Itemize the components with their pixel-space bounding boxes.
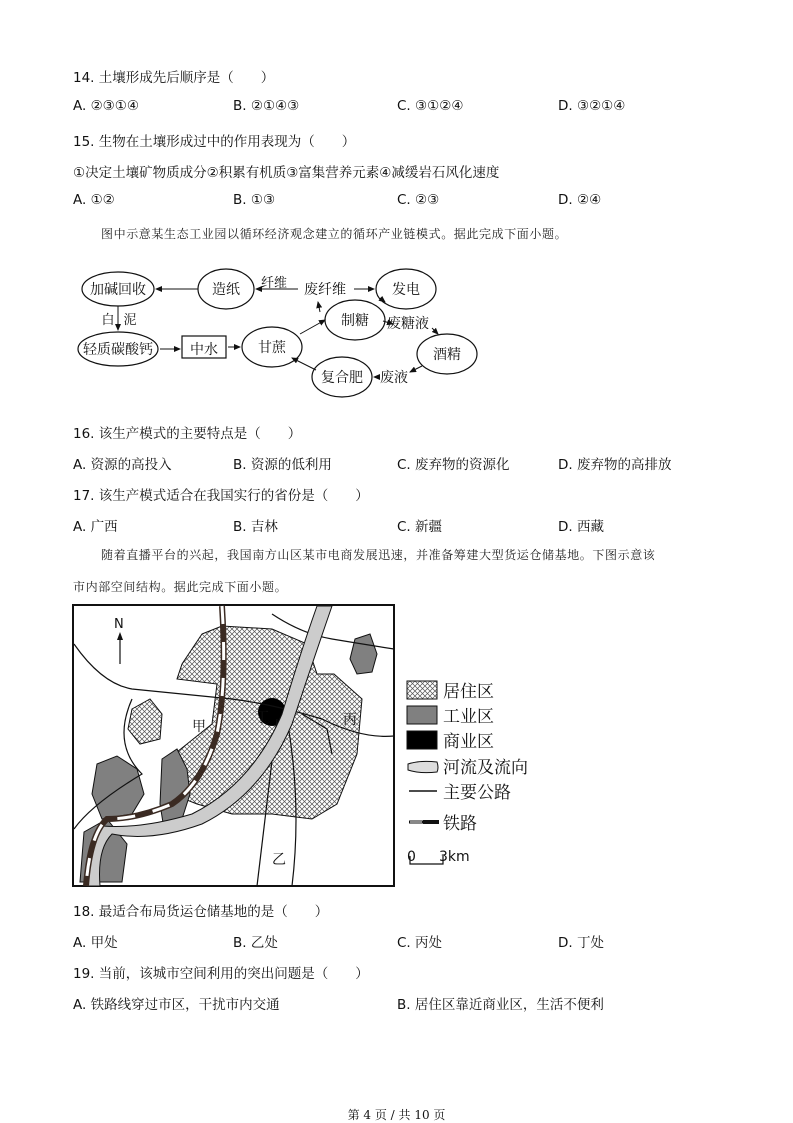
intro-paragraph-2-line1: 随着直播平台的兴起，我国南方山区某市电商发展迅速，并准备筹建大型货运仓储基地。下图示意该 [101, 548, 656, 562]
node-qingzhi: 轻质碳酸钙 [83, 342, 153, 358]
q15-option-b: B. ①③ [233, 192, 276, 208]
q19-option-a: A. 铁路线穿过市区，干扰市内交通 [73, 997, 280, 1013]
node-zhitang: 制糖 [341, 313, 369, 329]
q16-option-a: A. 资源的高投入 [73, 457, 172, 473]
north-label: N [114, 617, 124, 632]
node-jiujing: 酒精 [433, 347, 461, 363]
q17-option-d: D. 西藏 [558, 519, 604, 535]
q17-option-a: A. 广西 [73, 519, 118, 535]
label-xianwei: 纤维 [260, 276, 288, 291]
q14-option-c: C. ③①②④ [397, 98, 464, 114]
label-bai: 白 [101, 313, 115, 328]
label-ni: 泥 [123, 313, 137, 328]
q16-option-b: B. 资源的低利用 [233, 457, 332, 473]
node-fadian: 发电 [392, 282, 420, 298]
node-feiye: 废液 [380, 370, 408, 386]
legend-commercial: 商业区 [443, 732, 494, 752]
map-legend [405, 676, 565, 876]
question-18-stem: 18. 最适合布局货运仓储基地的是（ ） [73, 904, 329, 920]
node-zaozhi: 造纸 [212, 282, 240, 298]
q15-statements: ①决定土壤矿物质成分②积累有机质③富集营养元素④减缓岩石风化速度 [73, 165, 500, 181]
node-fuhefei: 复合肥 [321, 370, 363, 386]
place-ding: 丁 [255, 710, 269, 726]
node-feixianwei: 废纤维 [304, 282, 346, 298]
place-bing: 丙 [343, 712, 357, 728]
q18-option-b: B. 乙处 [233, 935, 278, 951]
legend-residential: 居住区 [443, 682, 494, 702]
city-structure-map [72, 604, 396, 888]
question-14-stem: 14. 土壤形成先后顺序是（ ） [73, 70, 275, 86]
page-footer: 第 4 页 / 共 10 页 [347, 1108, 446, 1122]
node-zhongshui: 中水 [190, 342, 218, 358]
node-feitangye: 废糖液 [387, 316, 429, 332]
q16-option-d: D. 废弃物的高排放 [558, 457, 672, 473]
q14-option-a: A. ②③①④ [73, 98, 139, 114]
scale-distance: 3km [439, 849, 470, 865]
q14-option-b: B. ②①④③ [233, 98, 300, 114]
q17-option-b: B. 吉林 [233, 519, 278, 535]
q18-option-a: A. 甲处 [73, 935, 118, 951]
node-jiajian: 加碱回收 [90, 282, 146, 298]
q14-option-d: D. ③②①④ [558, 98, 626, 114]
q15-option-d: D. ②④ [558, 192, 602, 208]
q15-option-c: C. ②③ [397, 192, 440, 208]
legend-river: 河流及流向 [443, 758, 528, 778]
question-17-stem: 17. 该生产模式适合在我国实行的省份是（ ） [73, 488, 369, 504]
legend-industrial: 工业区 [443, 707, 494, 727]
q19-option-b: B. 居住区靠近商业区，生活不便利 [397, 997, 604, 1013]
question-16-stem: 16. 该生产模式的主要特点是（ ） [73, 426, 302, 442]
place-jia: 甲 [192, 719, 206, 735]
question-19-stem: 19. 当前，该城市空间利用的突出问题是（ ） [73, 966, 369, 982]
q18-option-d: D. 丁处 [558, 935, 604, 951]
q18-option-c: C. 丙处 [397, 935, 443, 951]
q15-option-a: A. ①② [73, 192, 115, 208]
q17-option-c: C. 新疆 [397, 519, 443, 535]
scale-zero: 0 [407, 849, 416, 865]
industrial-chain-diagram [60, 262, 490, 402]
node-ganzhe: 甘蔗 [258, 340, 286, 356]
legend-road: 主要公路 [443, 783, 511, 803]
place-yi: 乙 [272, 852, 286, 868]
legend-railway: 铁路 [443, 814, 477, 834]
q16-option-c: C. 废弃物的资源化 [397, 457, 510, 473]
intro-paragraph-1: 图中示意某生态工业园以循环经济观念建立的循环产业链模式。据此完成下面小题。 [101, 227, 568, 241]
intro-paragraph-2-line2: 市内部空间结构。据此完成下面小题。 [73, 580, 288, 594]
question-15-stem: 15. 生物在土壤形成过中的作用表现为（ ） [73, 134, 356, 150]
